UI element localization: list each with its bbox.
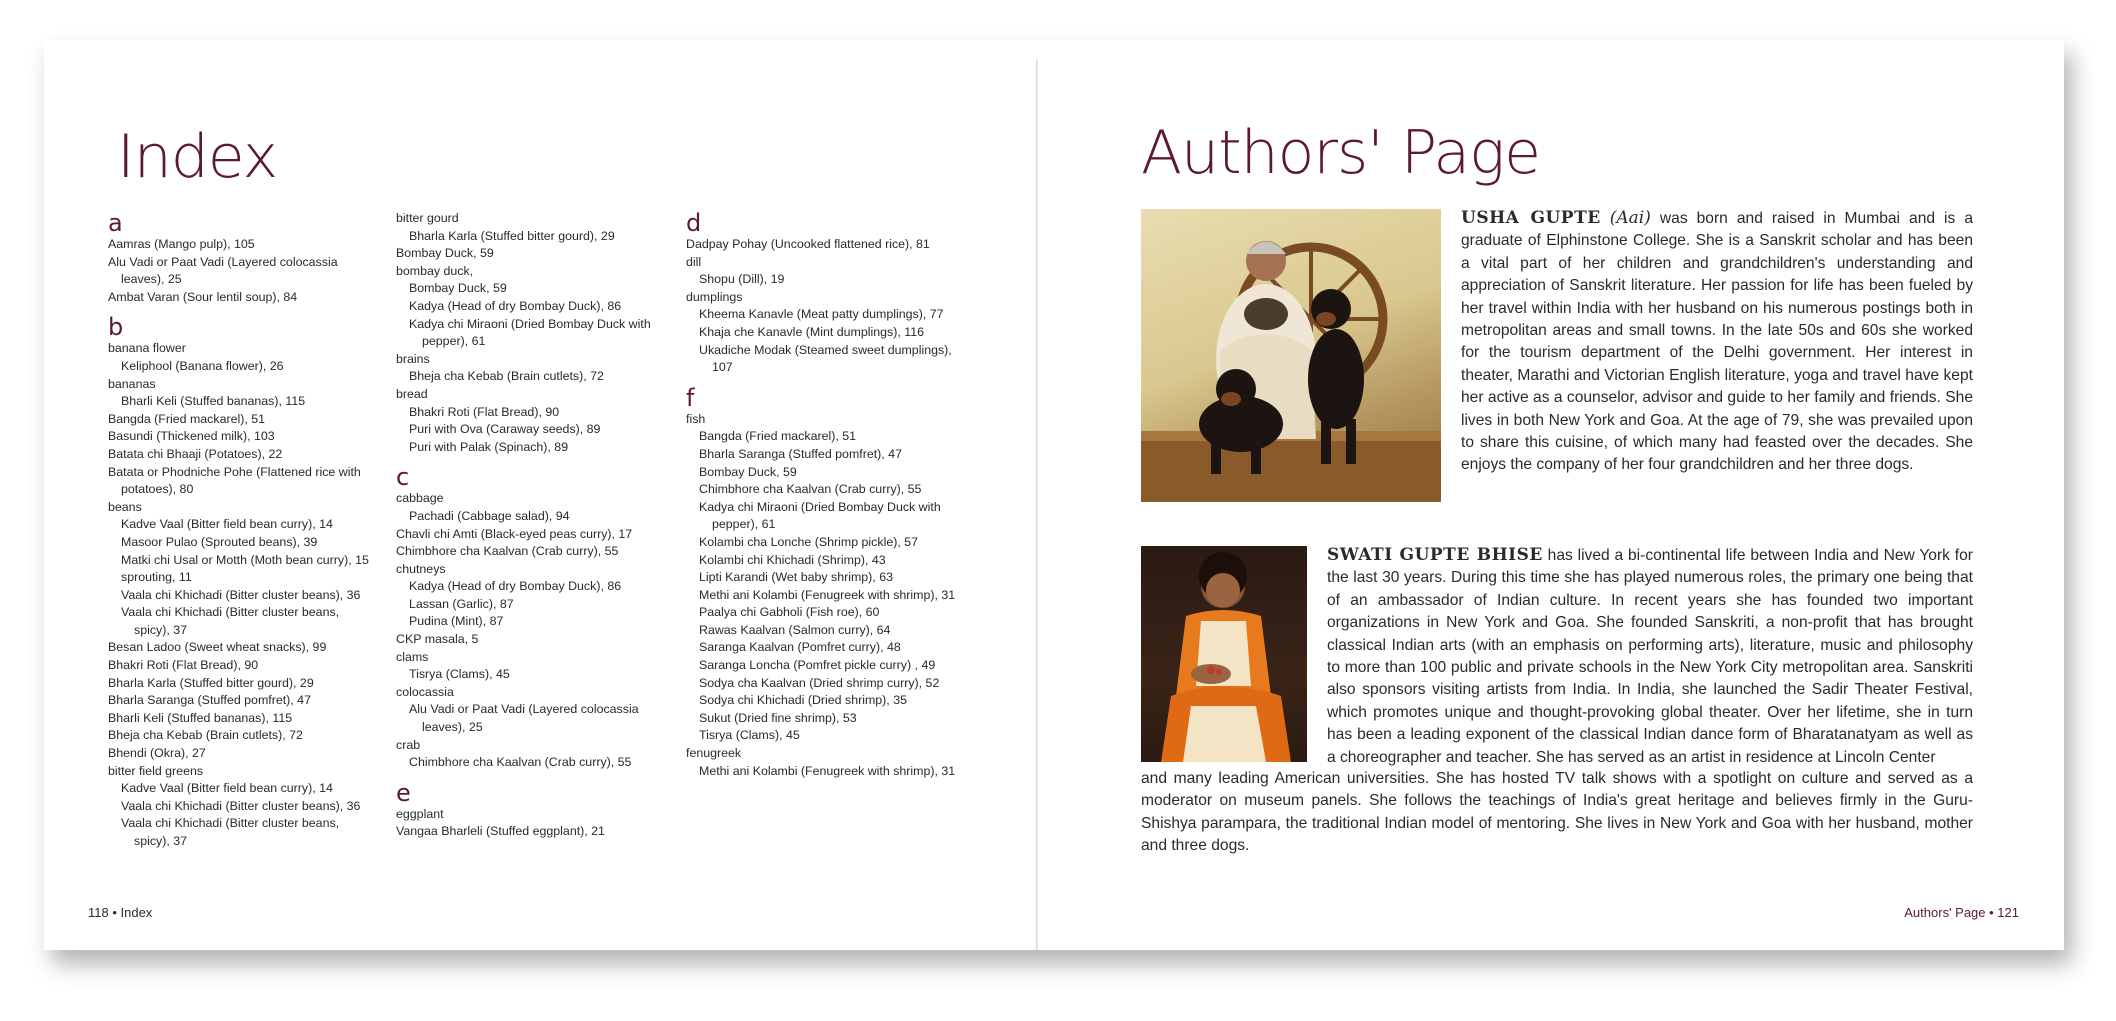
index-subentry: Kadya (Head of dry Bombay Duck), 86 xyxy=(409,298,622,313)
index-entry: bread xyxy=(396,386,428,401)
index-entry: Bharli Keli (Stuffed bananas), 115 xyxy=(108,710,293,725)
index-entry: Chimbhore cha Kaalvan (Crab curry), 55 xyxy=(396,544,619,559)
index-entry: bombay duck, xyxy=(396,263,474,278)
usha-gupte-aka: (Aai) xyxy=(1609,208,1651,228)
index-entry: chutneys xyxy=(396,561,446,576)
index-subentry: Kheema Kanavle (Meat patty dumplings), 77 xyxy=(699,307,944,322)
index-subentry: sprouting, 11 xyxy=(121,570,192,585)
index-subentry: Vaala chi Khichadi (Bitter cluster beans, spicy), 37 xyxy=(121,816,340,848)
index-entry: Bharla Saranga (Stuffed pomfret), 47 xyxy=(108,693,311,708)
index-entry: eggplant xyxy=(396,806,444,821)
index-subentry: Puri with Ova (Caraway seeds), 89 xyxy=(409,422,601,437)
usha-gupte-bio-text: was born and raised in Mumbai and is a graduate of Elphinstone College. She is a Sanskrit scholar and has been a vital part of her children and grandchildren's understanding and appreciation of Sanskrit literature. Her passion for life has been fueled by her travel within India with her husband on his numerous postings both in metropolitan areas and small towns. In the late 50s and 60s she worked for the tourism department of the Delhi government. Her interest in theater, Marathi and Victorian English literature, yoga and travel have kept her active as a counselor, advisor and guide to her family and friends. She lives in both New York and Goa. At the age of 79, she was prevailed upon to share this cuisine, of which many had feasted over the decades. She enjoys the company of her four grandchildren and her three dogs. xyxy=(1461,210,1974,474)
right-page-footer: Authors' Page • 121 xyxy=(1904,905,2019,920)
swati-bio-text-top: has lived a bi-continental life between India and New York for the last 30 years. During this time she has played numerous roles, the primary one being that of an ambassador of Indian culture. In recent years she has founded two important organizations in New York and Goa. She founded Sanskriti, a non-profit that has brought classical Indian arts (with an emphasis on performing arts), literature, music and philosophy to more than 100 public and private schools in the New York City metropolitan area. Sanskriti also sponsors visiting artists from India. In India, she launched the Sadir Theater Festival, which promotes unique and thought-provoking global theater. Over her lifetime, she in turn has been a leading exponent of the classical Indian dance form of Bharatanatyam as well as a choreographer and teacher. She has served as an artist in residence at Lincoln Center xyxy=(1327,547,1973,766)
book-gutter xyxy=(1036,60,1038,950)
index-subentry: Bharla Saranga (Stuffed pomfret), 47 xyxy=(699,446,902,461)
index-subentry: Keliphool (Banana flower), 26 xyxy=(121,358,284,373)
index-entry: colocassia xyxy=(396,684,454,699)
index-group xyxy=(108,314,378,850)
swati-bio-continued xyxy=(1141,768,1973,858)
index-entry: Alu Vadi or Paat Vadi (Layered colocassia leaves), 25 xyxy=(108,254,338,287)
index-subentry: Kadya chi Miraoni (Dried Bombay Duck with pepper), 61 xyxy=(699,499,941,532)
index-column-1 xyxy=(108,210,378,851)
index-subentry: Rawas Kaalvan (Salmon curry), 64 xyxy=(699,622,891,637)
index-entry: bitter gourd xyxy=(396,211,459,225)
index-subentry: Chimbhore cha Kaalvan (Crab curry), 55 xyxy=(409,755,632,770)
index-entry: Vangaa Bharleli (Stuffed eggplant), 21 xyxy=(396,824,605,839)
usha-gupte-bio xyxy=(1461,207,1973,477)
index-subentry: Bheja cha Kebab (Brain cutlets), 72 xyxy=(409,369,604,384)
index-subentry: Kadya (Head of dry Bombay Duck), 86 xyxy=(409,579,622,594)
index-entry: clams xyxy=(396,649,429,664)
index-letter-heading: a xyxy=(108,209,123,237)
index-subentry: Sukut (Dried fine shrimp), 53 xyxy=(699,710,857,725)
index-entry: CKP masala, 5 xyxy=(396,632,479,647)
index-letter-heading: f xyxy=(686,383,695,412)
index-subentry: Kadve Vaal (Bitter field bean curry), 14 xyxy=(121,517,333,532)
index-subentry: Sodya chi Khichadi (Dried shrimp), 35 xyxy=(699,693,907,708)
index-entry: Bharla Karla (Stuffed bitter gourd), 29 xyxy=(108,675,314,690)
index-entry: Bheja cha Kebab (Brain cutlets), 72 xyxy=(108,728,303,743)
index-letter-heading: d xyxy=(686,209,702,237)
index-entry: cabbage xyxy=(396,491,444,506)
index-page-title: Index xyxy=(117,122,278,192)
index-entry: Aamras (Mango pulp), 105 xyxy=(108,237,255,251)
index-entry: Bhakri Roti (Flat Bread), 90 xyxy=(108,658,259,673)
index-group xyxy=(686,210,956,377)
index-subentry: Tisrya (Clams), 45 xyxy=(409,667,510,682)
index-entry: beans xyxy=(108,499,142,514)
usha-gupte-name: USHA GUPTE xyxy=(1461,208,1601,228)
index-subentry: Bangda (Fried mackarel), 51 xyxy=(699,429,857,444)
index-subentry: Bombay Duck, 59 xyxy=(699,464,797,479)
left-page-footer: 118 • Index xyxy=(88,905,153,920)
index-subentry: Shopu (Dill), 19 xyxy=(699,272,785,287)
index-subentry: Lipti Karandi (Wet baby shrimp), 63 xyxy=(699,570,893,585)
swati-photo-illustration xyxy=(1141,546,1307,762)
index-subentry: Saranga Kaalvan (Pomfret curry), 48 xyxy=(699,640,901,655)
index-subentry: Masoor Pulao (Sprouted beans), 39 xyxy=(121,534,318,549)
index-letter-heading: c xyxy=(396,463,410,492)
index-entry: Bhendi (Okra), 27 xyxy=(108,746,206,761)
index-group xyxy=(686,385,956,780)
index-subentry: Bhakri Roti (Flat Bread), 90 xyxy=(409,404,560,419)
usha-photo-illustration xyxy=(1141,209,1441,502)
swati-gupte-bhise-name: SWATI GUPTE BHISE xyxy=(1327,545,1543,565)
index-entry: bitter field greens xyxy=(108,763,204,778)
index-group xyxy=(396,210,666,456)
index-entry: brains xyxy=(396,351,430,366)
index-subentry: Tisrya (Clams), 45 xyxy=(699,728,800,743)
index-entry: banana flower xyxy=(108,341,186,356)
index-entry: fish xyxy=(686,411,706,426)
index-subentry: Matki chi Usal or Motth (Moth bean curry), 15 xyxy=(121,552,369,567)
index-subentry: Kadya chi Miraoni (Dried Bombay Duck with pepper), 61 xyxy=(409,316,651,349)
index-letter-heading: e xyxy=(396,778,411,807)
index-subentry: Bharla Karla (Stuffed bitter gourd), 29 xyxy=(409,228,615,243)
index-subentry: Kadve Vaal (Bitter field bean curry), 14 xyxy=(121,781,333,796)
index-column-3 xyxy=(686,210,956,780)
index-letter-heading: b xyxy=(108,313,124,342)
index-subentry: Paalya chi Gabholi (Fish roe), 60 xyxy=(699,605,880,620)
index-entry: Dadpay Pohay (Uncooked flattened rice), 81 xyxy=(686,237,930,251)
index-group xyxy=(396,780,666,841)
index-subentry: Vaala chi Khichadi (Bitter cluster beans), 36 xyxy=(121,587,361,602)
index-entry: dumplings xyxy=(686,289,743,304)
index-subentry: Methi ani Kolambi (Fenugreek with shrimp), 31 xyxy=(699,587,956,602)
index-subentry: Pachadi (Cabbage salad), 94 xyxy=(409,508,570,523)
index-subentry: Saranga Loncha (Pomfret pickle curry) , 49 xyxy=(699,658,936,673)
index-entry: Ambat Varan (Sour lentil soup), 84 xyxy=(108,289,298,304)
index-group xyxy=(396,464,666,772)
index-entry: dill xyxy=(686,254,702,269)
index-entry: Basundi (Thickened milk), 103 xyxy=(108,429,275,444)
index-entry: Batata or Phodniche Pohe (Flattened rice with potatoes), 80 xyxy=(108,464,361,497)
index-subentry: Kolambi chi Khichadi (Shrimp), 43 xyxy=(699,552,886,567)
index-entry: Bombay Duck, 59 xyxy=(396,246,494,261)
index-subentry: Sodya cha Kaalvan (Dried shrimp curry), 52 xyxy=(699,675,940,690)
index-subentry: Bharli Keli (Stuffed bananas), 115 xyxy=(121,394,306,409)
index-subentry: Vaala chi Khichadi (Bitter cluster beans), 36 xyxy=(121,798,361,813)
index-entry: fenugreek xyxy=(686,746,742,761)
index-subentry: Kolambi cha Lonche (Shrimp pickle), 57 xyxy=(699,534,919,549)
index-entry: Batata chi Bhaaji (Potatoes), 22 xyxy=(108,446,283,461)
index-entry: Chavli chi Amti (Black-eyed peas curry), 17 xyxy=(396,526,633,541)
authors-page-title: Authors' Page xyxy=(1141,118,1541,188)
index-subentry: Bombay Duck, 59 xyxy=(409,281,507,296)
index-column-2 xyxy=(396,210,666,841)
index-subentry: Alu Vadi or Paat Vadi (Layered colocassia leaves), 25 xyxy=(409,702,639,735)
swati-gupte-bhise-bio xyxy=(1327,544,1973,769)
index-entry: bananas xyxy=(108,376,156,391)
index-subentry: Khaja che Kanavle (Mint dumplings), 116 xyxy=(699,324,924,339)
index-group xyxy=(108,210,378,306)
index-subentry: Chimbhore cha Kaalvan (Crab curry), 55 xyxy=(699,482,922,497)
index-subentry: Methi ani Kolambi (Fenugreek with shrimp), 31 xyxy=(699,763,956,778)
index-subentry: Ukadiche Modak (Steamed sweet dumplings), 107 xyxy=(699,342,952,375)
index-entry: crab xyxy=(396,737,421,752)
index-entry: Besan Ladoo (Sweet wheat snacks), 99 xyxy=(108,640,327,655)
index-entry: Bangda (Fried mackarel), 51 xyxy=(108,411,266,426)
index-subentry: Vaala chi Khichadi (Bitter cluster beans, spicy), 37 xyxy=(121,605,340,637)
swati-gupte-bhise-photo xyxy=(1141,546,1307,762)
index-subentry: Lassan (Garlic), 87 xyxy=(409,596,514,611)
index-subentry: Puri with Palak (Spinach), 89 xyxy=(409,439,569,454)
swati-bio-text-bottom: and many leading American universities. She has hosted TV talk shows with a spotlight on culture and served as a moderator on museum panels. She follows the teachings of India's great heritage and believes firmly in the Guru-Shishya parampara, the traditional Indian model of mentoring. She lives in New York and Goa with her husband, mother and three dogs. xyxy=(1141,770,1973,855)
usha-gupte-photo xyxy=(1141,209,1441,502)
index-subentry: Pudina (Mint), 87 xyxy=(409,614,504,629)
